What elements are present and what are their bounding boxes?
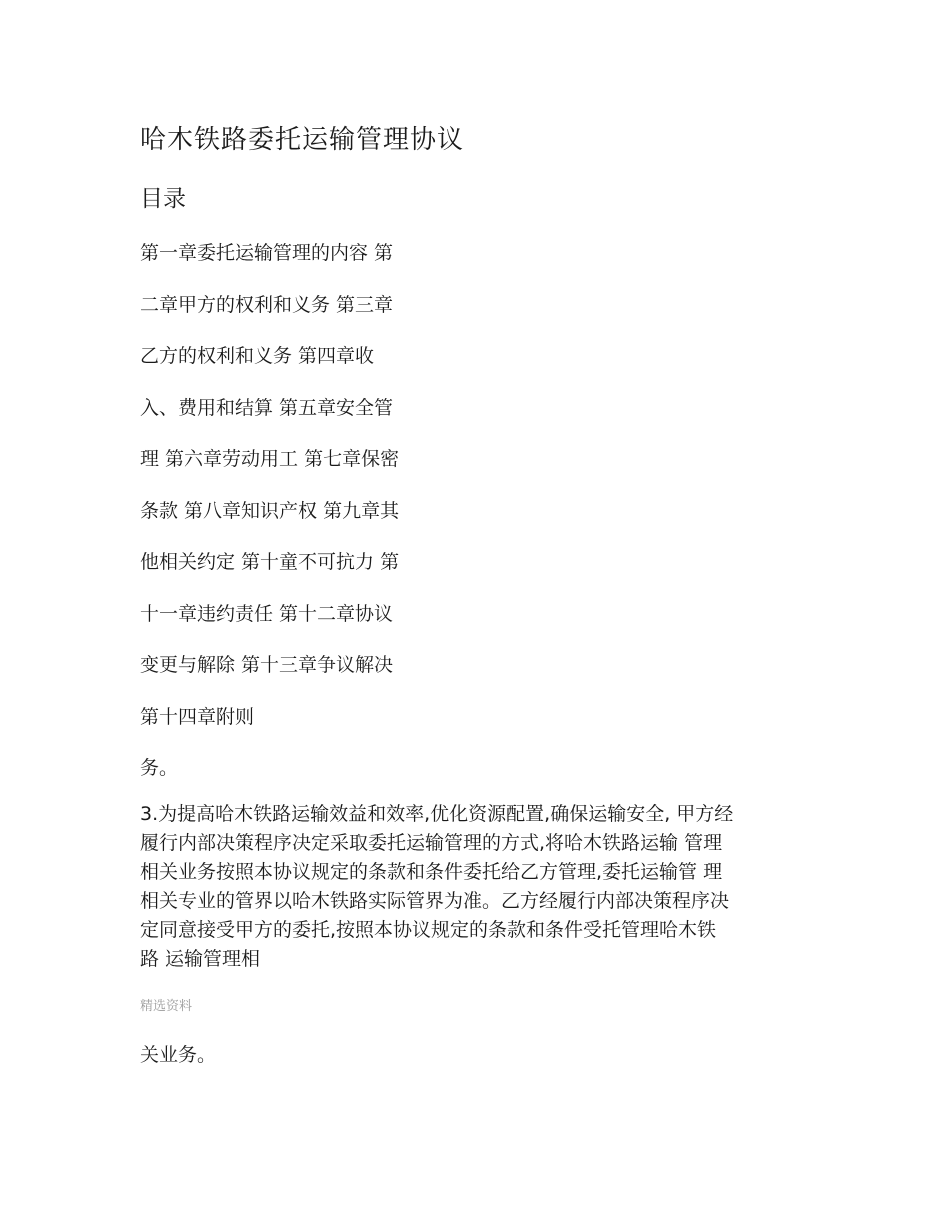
toc-line: 条款 第八章知识产权 第九章其 (140, 500, 400, 522)
paragraph-line: 相关业务按照本协议规定的条款和条件委托给乙方管理,委托运输管 理 (140, 861, 723, 883)
toc-line: 乙方的权利和义务 第四章收 (140, 345, 375, 367)
toc-line: 务。 (140, 757, 179, 779)
toc-line: 十一章违约责任 第十二章协议 (140, 603, 394, 625)
toc-line: 第一章委托运输管理的内容 第 (140, 242, 394, 264)
toc-line: 变更与解除 第十三章争议解决 (140, 654, 394, 676)
paragraph-line: 3.为提高哈木铁路运输效益和效率,优化资源配置,确保运输安全, 甲方经 (140, 803, 734, 825)
toc-heading: 目录 (140, 186, 186, 212)
page-footer-note: 精选资料 (140, 999, 193, 1014)
paragraph-line: 路 运输管理相 (140, 948, 261, 970)
continuation-text: 关业务。 (140, 1044, 217, 1066)
body-paragraph (140, 800, 815, 974)
toc-line: 第十四章附则 (140, 706, 255, 728)
toc-line: 二章甲方的权利和义务 第三章 (140, 294, 394, 316)
paragraph-line: 履行内部决策程序决定采取委托运输管理的方式,将哈木铁路运输 管理 (140, 832, 723, 854)
toc-line: 入、费用和结算 第五章安全管 (140, 397, 394, 419)
document-title: 哈木铁路委托运输管理协议 (140, 125, 465, 155)
paragraph-line: 相关专业的管界以哈木铁路实际管界为准。乙方经履行内部决策程序决 (140, 890, 730, 912)
paragraph-line: 定同意接受甲方的委托,按照本协议规定的条款和条件受托管理哈木铁 (140, 919, 717, 941)
toc-line: 理 第六章劳动用工 第七章保密 (140, 448, 400, 470)
toc-line: 他相关约定 第十童不可抗力 第 (140, 551, 400, 573)
